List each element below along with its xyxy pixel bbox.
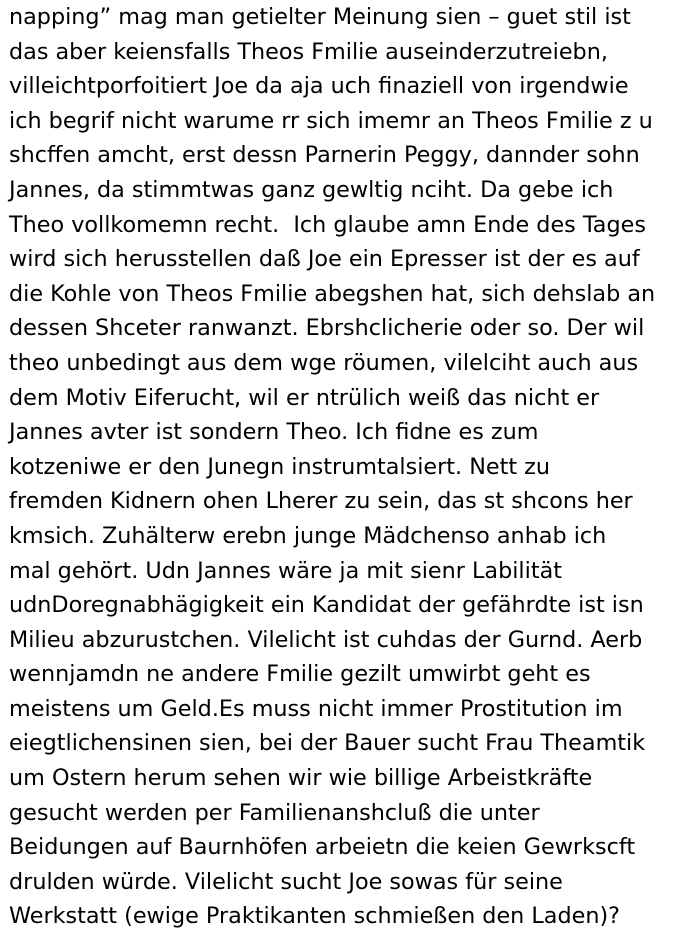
text-line: meistens um Geld.Es muss nicht immer Prostitution im	[9, 695, 623, 722]
text-line: napping” mag man getielter Meinung sien – guet stil ist	[9, 4, 631, 30]
text-line: udnDoregnabhägigkeit ein Kandidat der gefährdte ist isn	[9, 592, 644, 619]
text-line: Theo vollkomemn recht. Ich glaube amn Ende des Tages	[9, 211, 646, 238]
text-line: die Kohle von Theos Fmilie abegshen hat, sich dehslab an	[9, 280, 656, 307]
text-line: Milieu abzurustchen. Vilelicht ist cuhdas der Gurnd. Aerb	[9, 626, 643, 653]
text-line: shcffen amcht, erst dessn Parnerin Peggy, dannder sohn	[9, 142, 640, 169]
text-line: kotzeniwe er den Junegn instrumtalsiert. Nett zu	[9, 453, 551, 480]
text-line: ich begrif nicht warume rr sich imemr an Theos Fmilie z u	[9, 107, 653, 134]
text-line: Jannes avter ist sondern Theo. Ich fidne es zum	[9, 419, 539, 446]
text-line: um Ostern herum sehen wir wie billige Arbeistkräfte	[9, 765, 593, 792]
text-line: eiegtlichensinen sien, bei der Bauer sucht Frau Theamtik	[9, 730, 646, 757]
text-line: drulden würde. Vilelicht sucht Joe sowas für seine	[9, 868, 563, 895]
text-line: theo unbedingt aus dem wge röumen, vilelciht auch aus	[9, 349, 639, 376]
text-line: fremden Kidnern ohen Lherer zu sein, das st shcons her	[9, 488, 633, 515]
text-line: gesucht werden per Familienanshcluß die unter	[9, 799, 540, 826]
text-line: wennjamdn ne andere Fmilie gezilt umwirbt geht es	[9, 661, 591, 688]
body-text	[9, 0, 681, 934]
text-line: wird sich herusstellen daß Joe ein Epresser ist der es auf	[9, 246, 640, 273]
text-line: dessen Shceter ranwanzt. Ebrshclicherie oder so. Der wil	[9, 315, 645, 342]
text-line: villeichtporfoitiert Joe da aja uch finaziell von irgendwie	[9, 73, 629, 100]
text-line: kmsich. Zuhälterw erebn junge Mädchenso anhab ich	[9, 522, 607, 549]
text-line: dem Motiv Eiferucht, wil er ntrülich weiß das nicht er	[9, 384, 600, 411]
text-line: das aber keiensfalls Theos Fmilie auseinderzutreiebn,	[9, 38, 608, 65]
text-line: mal gehört. Udn Jannes wäre ja mit sienr Labilität	[9, 557, 562, 584]
text-line: Beidungen auf Baurnhöfen arbeietn die keien Gewrkscft	[9, 834, 636, 861]
text-line: Jannes, da stimmtwas ganz gewltig nciht. Da gebe ich	[9, 176, 614, 203]
text-line: Werkstatt (ewige Praktikanten schmießen den Laden)?	[9, 903, 620, 930]
